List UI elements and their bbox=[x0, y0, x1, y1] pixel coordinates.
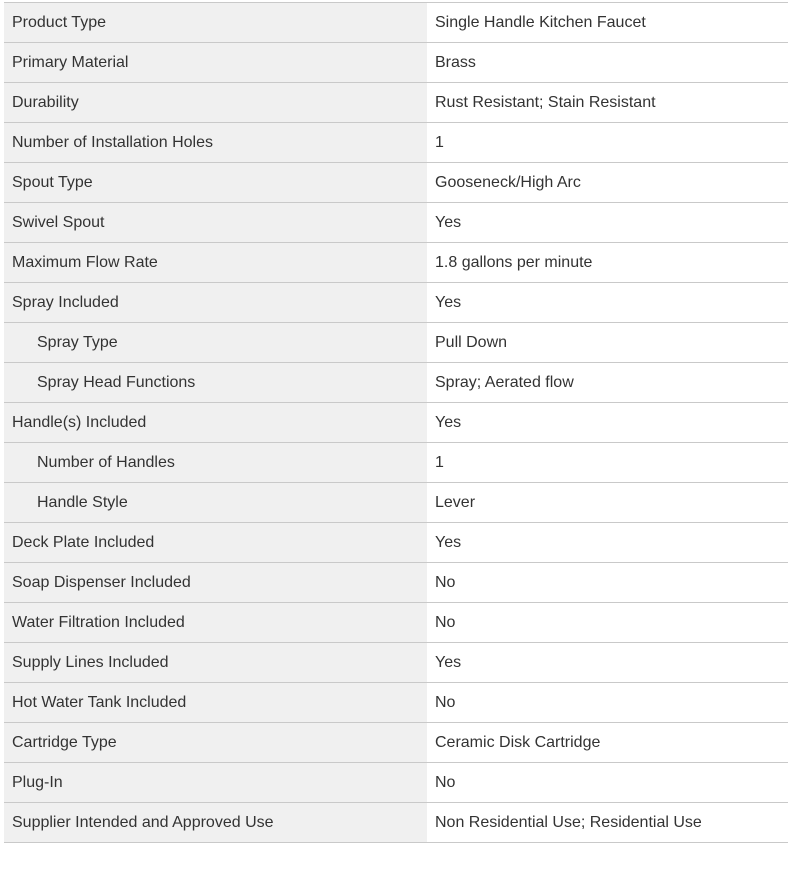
spec-label: Spout Type bbox=[4, 163, 427, 203]
spec-value: 1 bbox=[427, 123, 788, 163]
spec-label: Handle Style bbox=[4, 483, 427, 523]
spec-row bbox=[4, 123, 788, 163]
spec-row bbox=[4, 723, 788, 763]
spec-label: Supplier Intended and Approved Use bbox=[4, 803, 427, 843]
spec-value: Yes bbox=[427, 203, 788, 243]
spec-row bbox=[4, 523, 788, 563]
spec-row bbox=[4, 483, 788, 523]
spec-value: Brass bbox=[427, 43, 788, 83]
spec-value: Yes bbox=[427, 523, 788, 563]
spec-value: 1 bbox=[427, 443, 788, 483]
spec-row bbox=[4, 243, 788, 283]
spec-row bbox=[4, 323, 788, 363]
spec-row bbox=[4, 603, 788, 643]
spec-row bbox=[4, 3, 788, 43]
specifications-table bbox=[4, 2, 788, 843]
spec-row bbox=[4, 203, 788, 243]
spec-value: Yes bbox=[427, 643, 788, 683]
spec-row bbox=[4, 443, 788, 483]
spec-value: Spray; Aerated flow bbox=[427, 363, 788, 403]
spec-value: Pull Down bbox=[427, 323, 788, 363]
spec-value: 1.8 gallons per minute bbox=[427, 243, 788, 283]
spec-value: Non Residential Use; Residential Use bbox=[427, 803, 788, 843]
spec-label: Maximum Flow Rate bbox=[4, 243, 427, 283]
spec-value: Yes bbox=[427, 283, 788, 323]
spec-value: Single Handle Kitchen Faucet bbox=[427, 3, 788, 43]
spec-label: Soap Dispenser Included bbox=[4, 563, 427, 603]
spec-row bbox=[4, 643, 788, 683]
spec-value: Gooseneck/High Arc bbox=[427, 163, 788, 203]
spec-label: Swivel Spout bbox=[4, 203, 427, 243]
spec-row bbox=[4, 43, 788, 83]
spec-label: Spray Head Functions bbox=[4, 363, 427, 403]
spec-value: No bbox=[427, 763, 788, 803]
spec-row bbox=[4, 683, 788, 723]
spec-label: Spray Included bbox=[4, 283, 427, 323]
spec-label: Handle(s) Included bbox=[4, 403, 427, 443]
spec-row bbox=[4, 803, 788, 843]
spec-label: Plug-In bbox=[4, 763, 427, 803]
spec-label: Product Type bbox=[4, 3, 427, 43]
spec-row bbox=[4, 563, 788, 603]
spec-row bbox=[4, 403, 788, 443]
spec-value: Yes bbox=[427, 403, 788, 443]
spec-row bbox=[4, 763, 788, 803]
spec-label: Water Filtration Included bbox=[4, 603, 427, 643]
spec-label: Number of Installation Holes bbox=[4, 123, 427, 163]
spec-label: Spray Type bbox=[4, 323, 427, 363]
spec-row bbox=[4, 163, 788, 203]
spec-value: No bbox=[427, 603, 788, 643]
spec-label: Hot Water Tank Included bbox=[4, 683, 427, 723]
spec-row bbox=[4, 283, 788, 323]
spec-value: Lever bbox=[427, 483, 788, 523]
spec-label: Supply Lines Included bbox=[4, 643, 427, 683]
spec-value: No bbox=[427, 563, 788, 603]
spec-row bbox=[4, 363, 788, 403]
spec-label: Primary Material bbox=[4, 43, 427, 83]
spec-value: Ceramic Disk Cartridge bbox=[427, 723, 788, 763]
spec-label: Number of Handles bbox=[4, 443, 427, 483]
spec-label: Cartridge Type bbox=[4, 723, 427, 763]
spec-label: Deck Plate Included bbox=[4, 523, 427, 563]
spec-label: Durability bbox=[4, 83, 427, 123]
spec-row bbox=[4, 83, 788, 123]
specifications-table-body bbox=[4, 3, 788, 843]
spec-value: Rust Resistant; Stain Resistant bbox=[427, 83, 788, 123]
spec-value: No bbox=[427, 683, 788, 723]
